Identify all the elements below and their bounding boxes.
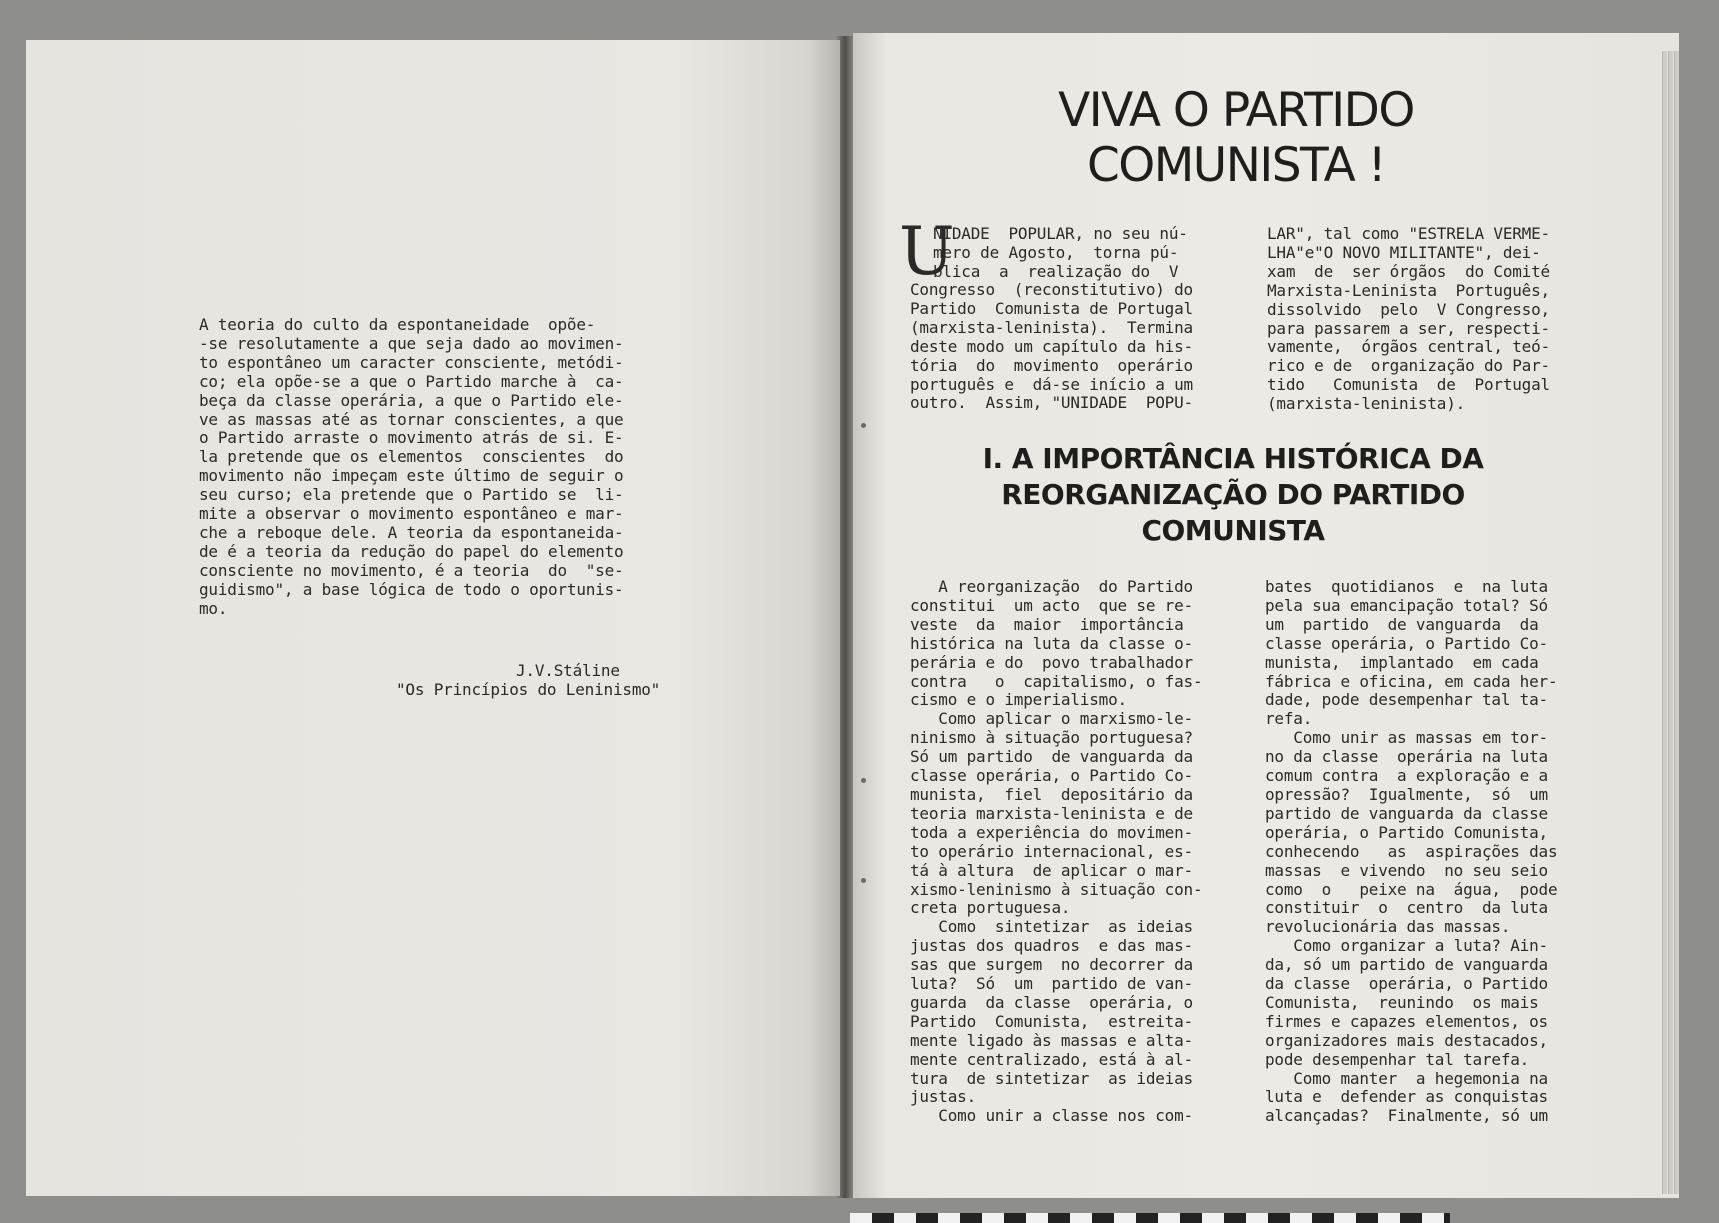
binding-hole (861, 878, 866, 883)
body-column-2-line: da, só um partido de vanguarda (1265, 955, 1548, 975)
quote-text (199, 316, 623, 619)
intro-column-2-line: (marxista-leninista). (1267, 394, 1466, 414)
right-page (853, 33, 1679, 1198)
quote-line: guidismo", a base lógica de todo o oportunis- (199, 579, 624, 599)
body-column-2-line: constituir o centro da luta (1265, 898, 1548, 918)
quote-attribution (396, 662, 660, 700)
article-title-line2: COMUNISTA ! (1086, 138, 1386, 193)
intro-column-1-top (933, 225, 1188, 282)
body-column-1-line: histórica na luta da classe o- (910, 633, 1193, 653)
body-column-1-line: toda a experiência do movimen- (910, 822, 1193, 842)
article-title (1021, 83, 1451, 193)
quote-line: o Partido arraste o movimento atrás de si. E- (199, 428, 624, 448)
quote-line: to espontâneo um caracter consciente, metódi- (199, 352, 624, 372)
intro-column-2-text (1267, 225, 1550, 414)
body-column-1-line: mente ligado às massas e alta- (910, 1030, 1193, 1050)
body-column-1-line: Só um partido de vanguarda da (910, 747, 1193, 767)
body-column-1-line: ninismo à situação portuguesa? (910, 728, 1193, 748)
body-column-1-line: Partido Comunista, estreita- (910, 1011, 1193, 1031)
body-column-1-line: tura de sintetizar as ideias (910, 1068, 1193, 1088)
intro-column-1-top-line: blica a realização do V (933, 261, 1179, 281)
intro-column-1-line: Partido Comunista de Portugal (910, 298, 1193, 318)
body-column-2-line: firmes e capazes elementos, os (1265, 1011, 1548, 1031)
page-edge (1668, 51, 1673, 1194)
intro-column-2-line: para passarem a ser, respecti- (1267, 318, 1550, 338)
section-heading (963, 441, 1503, 549)
body-column-2-line: organizadores mais destacados, (1265, 1030, 1548, 1050)
body-column-2-line: alcançadas? Finalmente, só um (1265, 1106, 1548, 1126)
body-column-1-line: mente centralizado, está à al- (910, 1049, 1193, 1069)
body-column-2-line: refa. (1265, 709, 1313, 729)
body-column-1-line: Como sintetizar as ideias (910, 917, 1193, 937)
page-edge (1674, 51, 1679, 1194)
intro-column-1 (910, 281, 1193, 413)
body-column-2-line: partido de vanguarda da classe (1265, 803, 1548, 823)
body-column-2-line: munista, implantado em cada (1265, 652, 1539, 672)
body-column-2-line: opressão? Igualmente, só um (1265, 784, 1548, 804)
body-column-1-line: teoria marxista-leninista e de (910, 803, 1193, 823)
article-title-line1: VIVA O PARTIDO (1058, 83, 1414, 138)
body-column-1-line: xismo-leninismo à situação con- (910, 879, 1203, 899)
drop-cap: U (899, 213, 955, 290)
body-column-1 (910, 578, 1202, 1126)
intro-column-2-line: LHA"e"O NOVO MILITANTE", dei- (1267, 242, 1541, 262)
body-column-1-line: justas. (910, 1087, 977, 1107)
body-column-2-line: Como manter a hegemonia na (1265, 1068, 1548, 1088)
intro-column-1-top-line: NIDADE POPULAR, no seu nú- (933, 224, 1188, 243)
body-column-2-line: da classe operária, o Partido (1265, 974, 1548, 994)
intro-column-1-line: (marxista-leninista). Termina (910, 317, 1193, 337)
intro-column-1-line: português e dá-se início a um (910, 374, 1193, 394)
quote-line: -se resolutamente a que seja dado ao movimen- (199, 333, 624, 353)
quote-line: ve as massas até as tornar conscientes, a que (199, 409, 624, 429)
body-column-2-text (1265, 578, 1557, 1126)
body-column-1-line: constitui um acto que se re- (910, 595, 1193, 615)
quote-line: la pretende que os elementos conscientes do (199, 447, 624, 467)
body-column-1-line: creta portuguesa. (910, 898, 1071, 918)
intro-column-2-line: xam de ser órgãos do Comité (1267, 261, 1550, 281)
quote-line: A teoria do culto da espontaneidade opõe- (199, 315, 596, 334)
intro-column-2-line: rico e de organização do Par- (1267, 356, 1550, 376)
left-page (26, 40, 840, 1196)
binding-hole (861, 778, 866, 783)
body-column-2-line: Como organizar a luta? Ain- (1265, 936, 1548, 956)
quote-line: consciente no movimento, é a teoria do "se- (199, 560, 624, 580)
section-heading-line2: REORGANIZAÇÃO DO PARTIDO (1001, 478, 1465, 511)
body-column-1-line: perária e do povo trabalhador (910, 652, 1193, 672)
quote-author: J.V.Stáline (516, 661, 620, 680)
body-column-1-line: Como aplicar o marxismo-le- (910, 709, 1193, 729)
intro-column-2-line: dissolvido pelo V Congresso, (1267, 299, 1550, 319)
body-column-2-line: conhecendo as aspirações das (1265, 841, 1558, 861)
intro-column-1-line: tória do movimento operário (910, 355, 1193, 375)
body-column-1-line: classe operária, o Partido Co- (910, 766, 1193, 786)
quote-source: "Os Princípios do Leninismo" (396, 679, 661, 699)
intro-column-2-line: Marxista-Leninista Português, (1267, 280, 1550, 300)
body-column-2-line: um partido de vanguarda da (1265, 614, 1539, 634)
intro-column-2 (1267, 225, 1550, 414)
intro-column-1-line: Congresso (reconstitutivo) do (910, 280, 1193, 299)
page-edge (1662, 51, 1667, 1194)
body-column-1-line: contra o capitalismo, o fas- (910, 671, 1203, 691)
body-column-1-line: guarda da classe operária, o (910, 992, 1193, 1012)
quote-line: mite a observar o movimento espontâneo e mar- (199, 504, 624, 524)
intro-column-1-text (910, 281, 1193, 413)
body-column-2-line: fábrica e oficina, em cada her- (1265, 671, 1558, 691)
section-heading-line3: COMUNISTA (1141, 514, 1325, 547)
binding-hole (861, 423, 866, 428)
body-column-1-line: cismo e o imperialismo. (910, 690, 1127, 710)
quote-line: beça da classe operária, a que o Partido ele- (199, 390, 624, 410)
body-column-2-line: pela sua emancipação total? Só (1265, 595, 1548, 615)
quote-line: movimento não impeçam este último de seguir o (199, 466, 624, 486)
intro-column-2-line: tido Comunista de Portugal (1267, 375, 1550, 395)
quote-line: che a reboque dele. A teoria da espontaneida- (199, 522, 624, 542)
scale-ruler (850, 1213, 1450, 1223)
quote-line: co; ela opõe-se a que o Partido marche à ca- (199, 371, 624, 391)
quote-line: de é a teoria da redução do papel do elemento (199, 541, 624, 561)
body-column-1-line: Como unir a classe nos com- (910, 1106, 1193, 1126)
section-heading-line1: I. A IMPORTÂNCIA HISTÓRICA DA (982, 442, 1484, 475)
intro-column-1-top-text (933, 225, 1188, 282)
quote-block (199, 316, 623, 619)
body-column-2-line: Comunista, reunindo os mais (1265, 992, 1539, 1012)
body-column-1-line: tá à altura de aplicar o mar- (910, 860, 1193, 880)
body-column-2-line: operária, o Partido Comunista, (1265, 822, 1548, 842)
body-column-1-line: to operário internacional, es- (910, 841, 1193, 861)
body-column-1-line: munista, fiel depositário da (910, 784, 1193, 804)
quote-line: seu curso; ela pretende que o Partido se li- (199, 485, 624, 505)
body-column-2-line: no da classe operária na luta (1265, 747, 1548, 767)
body-column-2-line: Como unir as massas em tor- (1265, 728, 1548, 748)
quote-line: mo. (199, 598, 228, 618)
body-column-1-line: luta? Só um partido de van- (910, 974, 1193, 994)
body-column-2-line: dade, pode desempenhar tal ta- (1265, 690, 1548, 710)
intro-column-2-line: vamente, órgãos central, teó- (1267, 337, 1550, 357)
body-column-2-line: como o peixe na água, pode (1265, 879, 1558, 899)
body-column-2 (1265, 578, 1557, 1126)
body-column-1-text (910, 578, 1202, 1126)
body-column-1-line: justas dos quadros e das mas- (910, 936, 1193, 956)
body-column-2-line: pode desempenhar tal tarefa. (1265, 1049, 1530, 1069)
body-column-2-line: revolucionária das massas. (1265, 917, 1511, 937)
body-column-1-line: veste da maior importância (910, 614, 1184, 634)
intro-column-2-line: LAR", tal como "ESTRELA VERME- (1267, 224, 1550, 243)
body-column-2-line: bates quotidianos e na luta (1265, 577, 1548, 596)
intro-column-1-line: outro. Assim, "UNIDADE POPU- (910, 393, 1193, 413)
body-column-1-line: sas que surgem no decorrer da (910, 955, 1193, 975)
body-column-2-line: luta e defender as conquistas (1265, 1087, 1548, 1107)
intro-column-1-line: deste modo um capítulo da his- (910, 336, 1193, 356)
body-column-2-line: classe operária, o Partido Co- (1265, 633, 1548, 653)
body-column-1-line: A reorganização do Partido (910, 577, 1193, 596)
body-column-2-line: massas e vivendo no seu seio (1265, 860, 1548, 880)
intro-column-1-top-line: mero de Agosto, torna pú- (933, 242, 1179, 262)
body-column-2-line: comum contra a exploração e a (1265, 766, 1548, 786)
